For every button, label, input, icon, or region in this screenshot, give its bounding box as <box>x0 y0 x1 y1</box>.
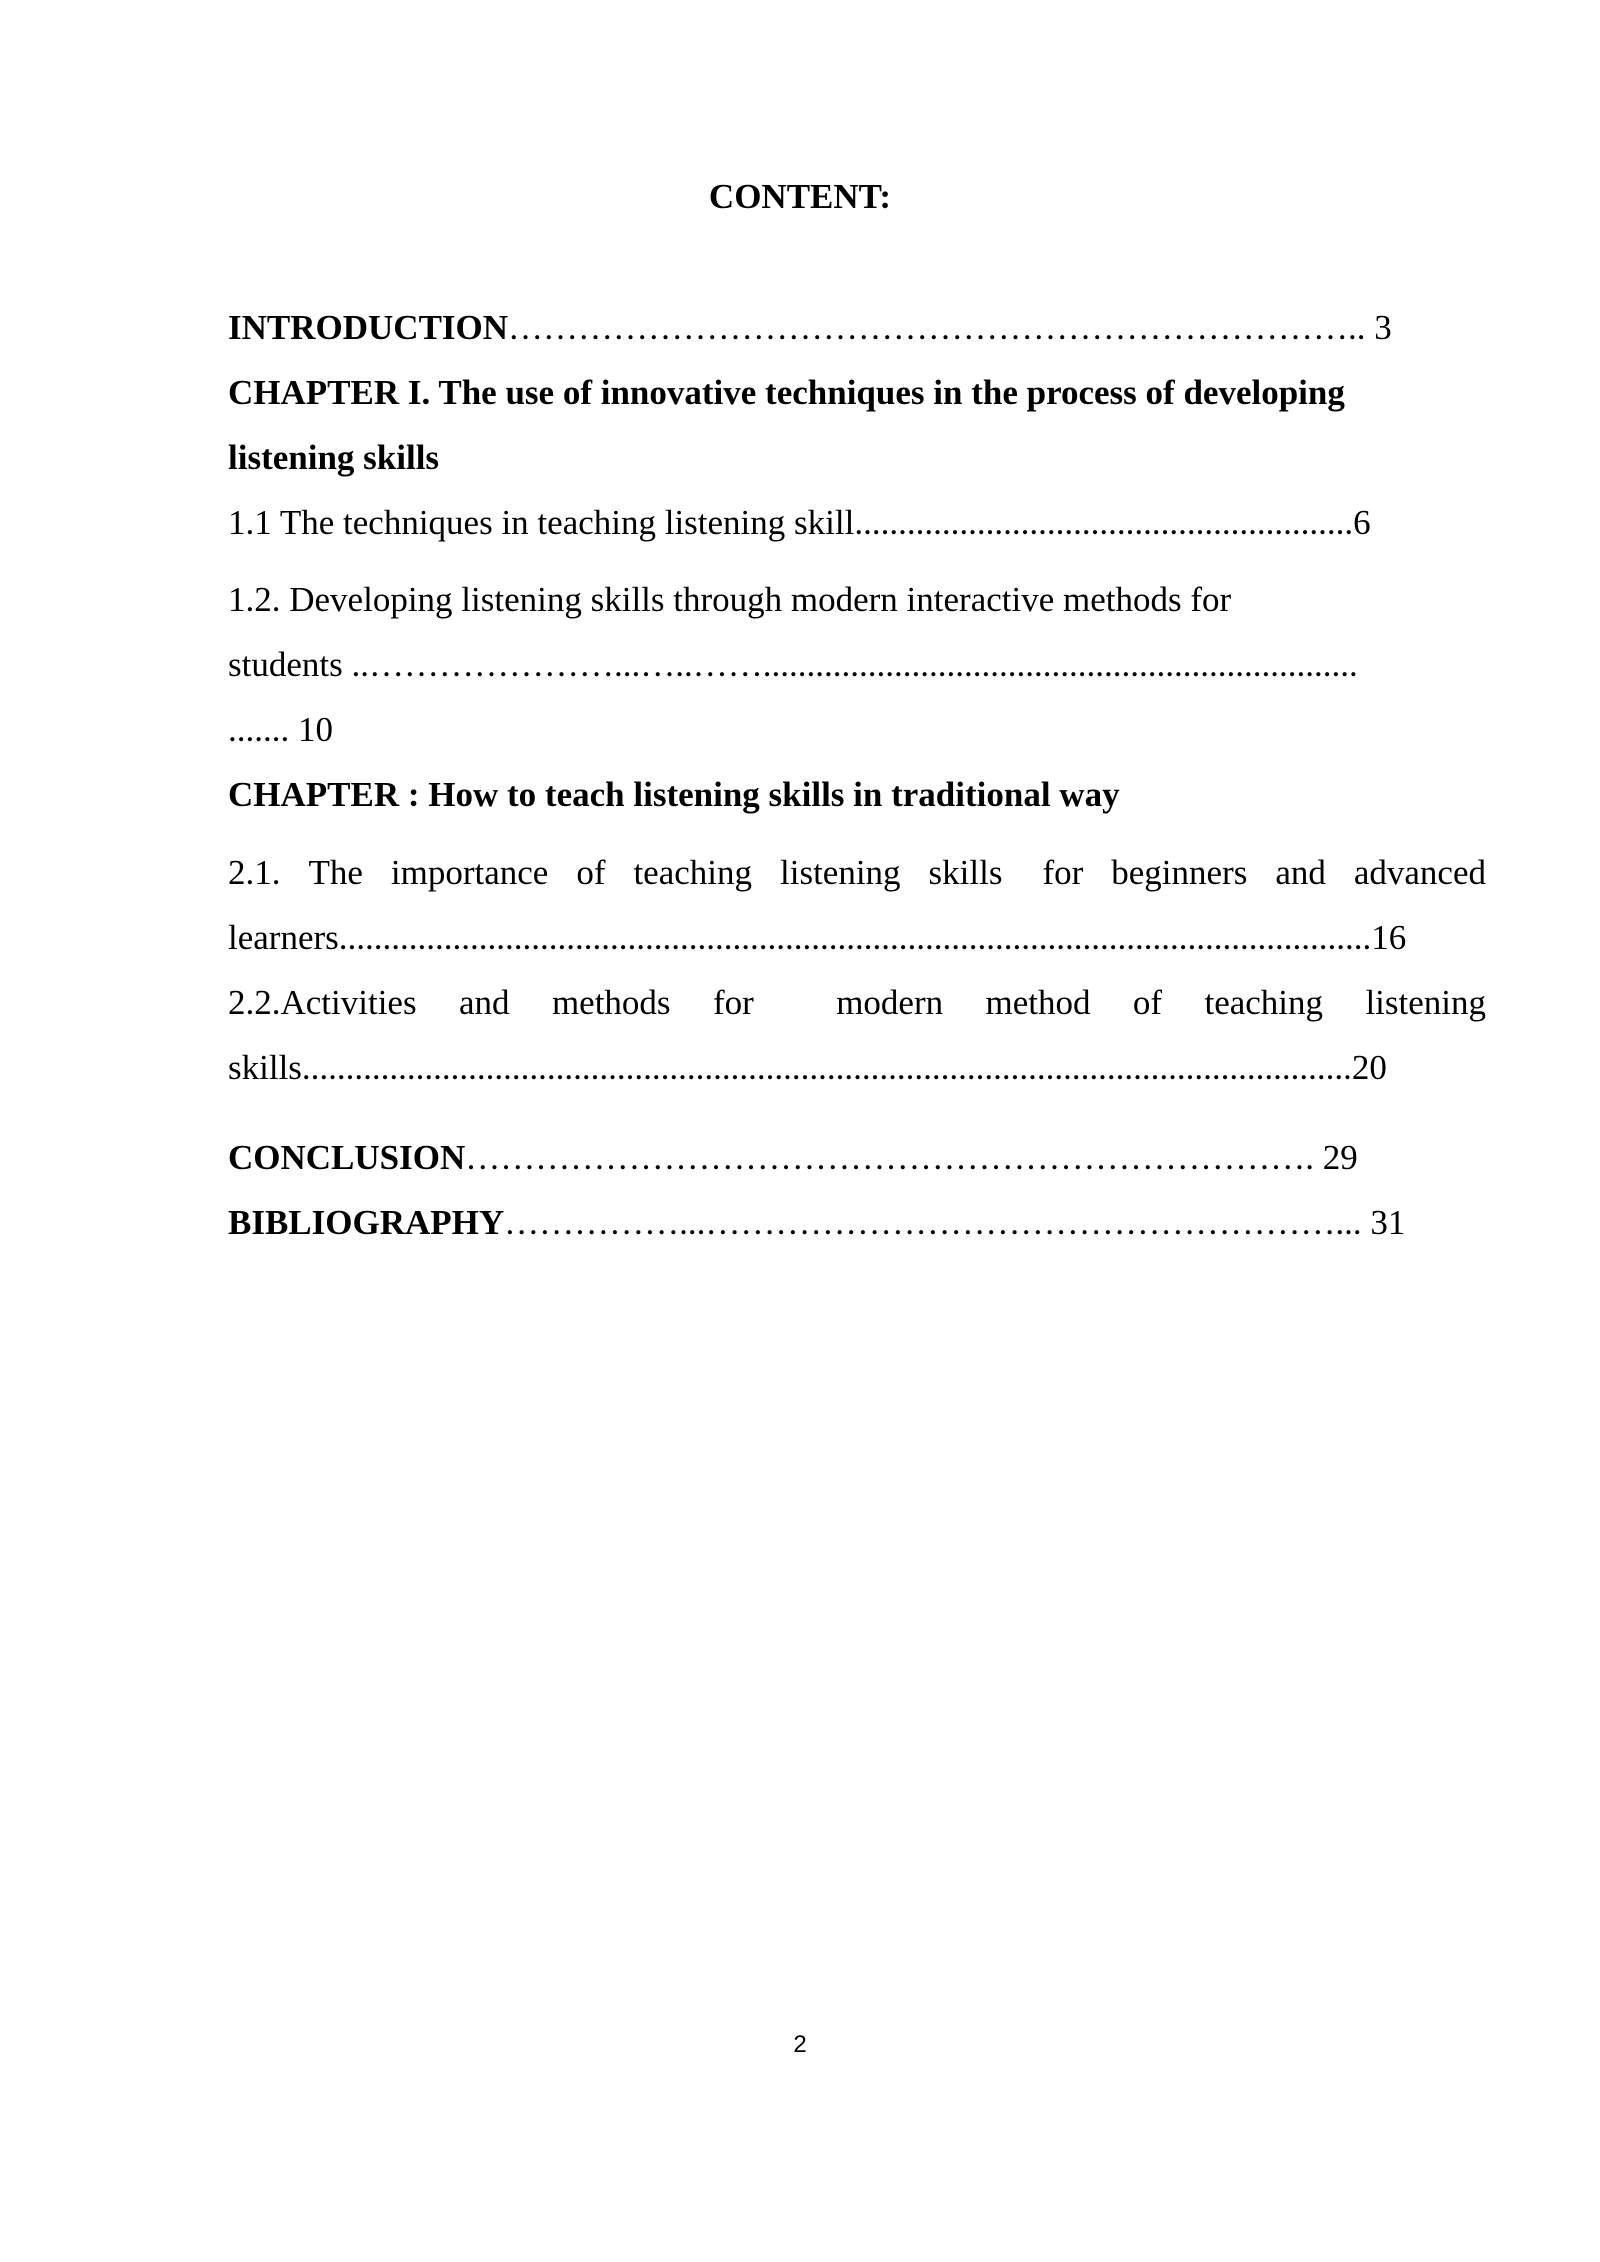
toc-label-bibliography: BIBLIOGRAPHY <box>228 1203 505 1242</box>
toc-entry-2-1-line-1 <box>228 840 1486 905</box>
toc-entry-1-2-line-1: 1.2. Developing listening skills through modern interactive methods for <box>228 580 1232 619</box>
toc-page-conclusion: 29 <box>1322 1138 1358 1177</box>
toc-word: of <box>576 853 606 892</box>
toc-label-conclusion: CONCLUSION <box>228 1138 466 1177</box>
toc-word: The <box>308 853 363 892</box>
toc-entry-1-2-line-2: students ..…………………...…..…….................................................................... <box>228 645 1358 684</box>
toc-page-introduction: 3 <box>1374 308 1392 347</box>
toc-entry-introduction <box>228 295 1392 360</box>
toc-word: advanced <box>1353 853 1486 892</box>
toc-entry-1-2-line-3: ....... 10 <box>228 710 333 749</box>
toc-chapter-1-line-1: CHAPTER I. The use of innovative techniques in the process of developing <box>228 373 1345 412</box>
toc-word: methods <box>551 983 671 1022</box>
toc-word: method <box>985 983 1091 1022</box>
toc-word: for <box>1042 853 1084 892</box>
toc-leader-bibliography: ……………...………………………………………………... <box>504 1203 1371 1242</box>
toc-leader-introduction: ……………………………………………………………….. <box>508 308 1375 347</box>
toc-word: modern <box>836 983 944 1022</box>
toc-word: 2.1. <box>228 853 281 892</box>
toc-page-bibliography: 31 <box>1370 1203 1406 1242</box>
toc-word: skills <box>928 853 1003 892</box>
toc-word: for <box>712 983 754 1022</box>
toc-word: beginners <box>1111 853 1248 892</box>
toc-word: importance <box>390 853 549 892</box>
toc-chapter-1-line-2: listening skills <box>228 438 440 477</box>
toc-word: and <box>1275 853 1326 892</box>
toc-chapter-2-line-1: CHAPTER : How to teach listening skills in traditional way <box>228 775 1120 814</box>
toc-word: 2.2.Activities <box>228 983 417 1022</box>
toc-entry-2-2-line-2: skills........................................................................................................................20 <box>228 1048 1387 1087</box>
page-title: CONTENT: <box>708 177 892 216</box>
toc-word: of <box>1132 983 1163 1022</box>
toc-leader-1-1: ......................................................... <box>854 503 1354 542</box>
toc-word: teaching <box>633 853 753 892</box>
toc-text-1-1: 1.1 The techniques in teaching listening skill <box>228 503 855 542</box>
page-number: 2 <box>793 2031 807 2058</box>
toc-page-1-1: 6 <box>1353 503 1371 542</box>
toc-entry-conclusion <box>228 1125 1358 1190</box>
toc-entry-2-2-line-1 <box>228 970 1486 1035</box>
toc-leader-conclusion: ………………………………………………………………. <box>465 1138 1323 1177</box>
toc-entry-1-1 <box>228 490 1371 555</box>
toc-word: listening <box>1365 983 1486 1022</box>
toc-label-introduction: INTRODUCTION <box>228 308 509 347</box>
toc-word: teaching <box>1204 983 1324 1022</box>
toc-entry-bibliography <box>228 1190 1405 1255</box>
toc-word: listening <box>780 853 901 892</box>
toc-word: and <box>459 983 510 1022</box>
toc-entry-2-1-line-2: learners......................................................................................................................16 <box>228 918 1407 957</box>
